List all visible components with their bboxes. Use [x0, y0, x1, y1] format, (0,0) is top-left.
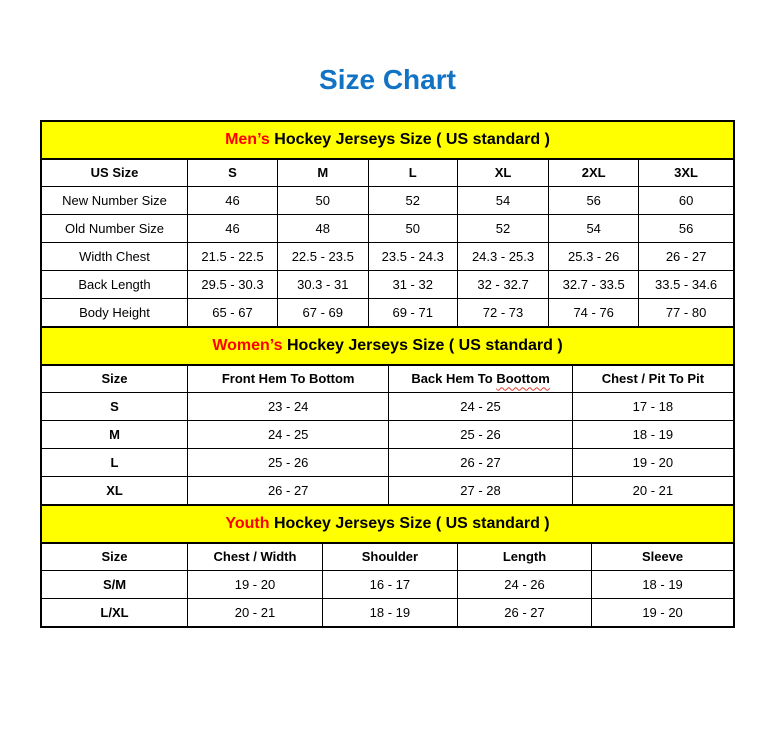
- youth-band-rest: Hockey Jerseys Size ( US standard ): [269, 514, 550, 532]
- cell-value: 20 - 21: [188, 599, 323, 627]
- table-row: [42, 243, 734, 271]
- cell-value: 50: [277, 187, 368, 215]
- cell-value: 52: [368, 187, 457, 215]
- cell-value: 26 - 27: [639, 243, 734, 271]
- youth-size-table: [41, 505, 734, 627]
- cell-value: 48: [277, 215, 368, 243]
- document-sheet: [40, 64, 735, 628]
- cell-value: 54: [457, 187, 548, 215]
- cell-value: 24 - 26: [457, 571, 591, 599]
- cell-value: 17 - 18: [572, 393, 733, 421]
- youth-header-row: [42, 543, 734, 571]
- table-row: [42, 571, 734, 599]
- cell-value: 19 - 20: [592, 599, 734, 627]
- column-header: Shoulder: [322, 543, 457, 571]
- table-row: [42, 477, 734, 505]
- page-title: Size Chart: [319, 64, 456, 95]
- row-label: Body Height: [42, 299, 188, 327]
- column-header: S: [188, 159, 278, 187]
- cell-value: 29.5 - 30.3: [188, 271, 278, 299]
- column-header: 3XL: [639, 159, 734, 187]
- cell-value: 32 - 32.7: [457, 271, 548, 299]
- cell-value: 54: [549, 215, 639, 243]
- row-label: Back Length: [42, 271, 188, 299]
- row-label: L: [42, 449, 188, 477]
- cell-value: 50: [368, 215, 457, 243]
- youth-band-row: [42, 506, 734, 543]
- youth-band-title: [42, 506, 734, 543]
- column-header: US Size: [42, 159, 188, 187]
- table-row: [42, 271, 734, 299]
- column-header: XL: [457, 159, 548, 187]
- cell-value: 18 - 19: [572, 421, 733, 449]
- column-header: Length: [457, 543, 591, 571]
- mens-band-row: [42, 122, 734, 159]
- womens-band-highlight: Women’s: [212, 336, 283, 354]
- cell-value: 27 - 28: [389, 477, 572, 505]
- cell-value: 56: [549, 187, 639, 215]
- cell-value: 24.3 - 25.3: [457, 243, 548, 271]
- cell-value: 67 - 69: [277, 299, 368, 327]
- column-header: Chest / Pit To Pit: [572, 365, 733, 393]
- cell-value: 18 - 19: [592, 571, 734, 599]
- cell-value: 56: [639, 215, 734, 243]
- cell-value: 26 - 27: [188, 477, 389, 505]
- cell-value: 33.5 - 34.6: [639, 271, 734, 299]
- womens-header-row: [42, 365, 734, 393]
- cell-value: 19 - 20: [188, 571, 323, 599]
- column-header: L: [368, 159, 457, 187]
- row-label: XL: [42, 477, 188, 505]
- cell-value: 19 - 20: [572, 449, 733, 477]
- row-label: S/M: [42, 571, 188, 599]
- mens-size-table: [41, 121, 734, 327]
- mens-band-highlight: Men’s: [225, 130, 270, 148]
- row-label: M: [42, 421, 188, 449]
- cell-value: 69 - 71: [368, 299, 457, 327]
- column-header: Size: [42, 543, 188, 571]
- cell-value: 52: [457, 215, 548, 243]
- row-label: S: [42, 393, 188, 421]
- column-header: Sleeve: [592, 543, 734, 571]
- row-label: L/XL: [42, 599, 188, 627]
- column-header: [389, 365, 572, 393]
- cell-value: 23 - 24: [188, 393, 389, 421]
- table-row: [42, 599, 734, 627]
- mens-band-rest: Hockey Jerseys Size ( US standard ): [269, 130, 550, 148]
- cell-value: 25 - 26: [389, 421, 572, 449]
- column-header: 2XL: [549, 159, 639, 187]
- table-row: [42, 449, 734, 477]
- cell-value: 32.7 - 33.5: [549, 271, 639, 299]
- table-row: [42, 421, 734, 449]
- cell-value: 46: [188, 215, 278, 243]
- row-label: Old Number Size: [42, 215, 188, 243]
- cell-value: 31 - 32: [368, 271, 457, 299]
- cell-value: 23.5 - 24.3: [368, 243, 457, 271]
- cell-value: 26 - 27: [389, 449, 572, 477]
- mens-header-row: [42, 159, 734, 187]
- cell-value: 22.5 - 23.5: [277, 243, 368, 271]
- cell-value: 60: [639, 187, 734, 215]
- womens-size-table: [41, 327, 734, 505]
- womens-band-title: [42, 328, 734, 365]
- womens-band-rest: Hockey Jerseys Size ( US standard ): [282, 336, 563, 354]
- row-label: Width Chest: [42, 243, 188, 271]
- womens-band-row: [42, 328, 734, 365]
- cell-value: 72 - 73: [457, 299, 548, 327]
- youth-band-highlight: Youth: [225, 514, 270, 532]
- column-header: M: [277, 159, 368, 187]
- cell-value: 24 - 25: [188, 421, 389, 449]
- cell-value: 77 - 80: [639, 299, 734, 327]
- cell-value: 65 - 67: [188, 299, 278, 327]
- column-header: Front Hem To Bottom: [188, 365, 389, 393]
- cell-value: 30.3 - 31: [277, 271, 368, 299]
- cell-value: 20 - 21: [572, 477, 733, 505]
- cell-value: 24 - 25: [389, 393, 572, 421]
- cell-value: 25.3 - 26: [549, 243, 639, 271]
- cell-value: 18 - 19: [322, 599, 457, 627]
- misspelled-word: Boottom: [496, 371, 550, 387]
- cell-value: 26 - 27: [457, 599, 591, 627]
- column-header: Size: [42, 365, 188, 393]
- table-row: [42, 187, 734, 215]
- cell-value: 25 - 26: [188, 449, 389, 477]
- cell-value: 21.5 - 22.5: [188, 243, 278, 271]
- table-row: [42, 299, 734, 327]
- cell-value: 16 - 17: [322, 571, 457, 599]
- size-chart: [40, 120, 735, 628]
- cell-value: 46: [188, 187, 278, 215]
- column-header: Chest / Width: [188, 543, 323, 571]
- mens-band-title: [42, 122, 734, 159]
- table-row: [42, 393, 734, 421]
- table-row: [42, 215, 734, 243]
- column-header-text: Back Hem To: [411, 371, 497, 387]
- cell-value: 74 - 76: [549, 299, 639, 327]
- row-label: New Number Size: [42, 187, 188, 215]
